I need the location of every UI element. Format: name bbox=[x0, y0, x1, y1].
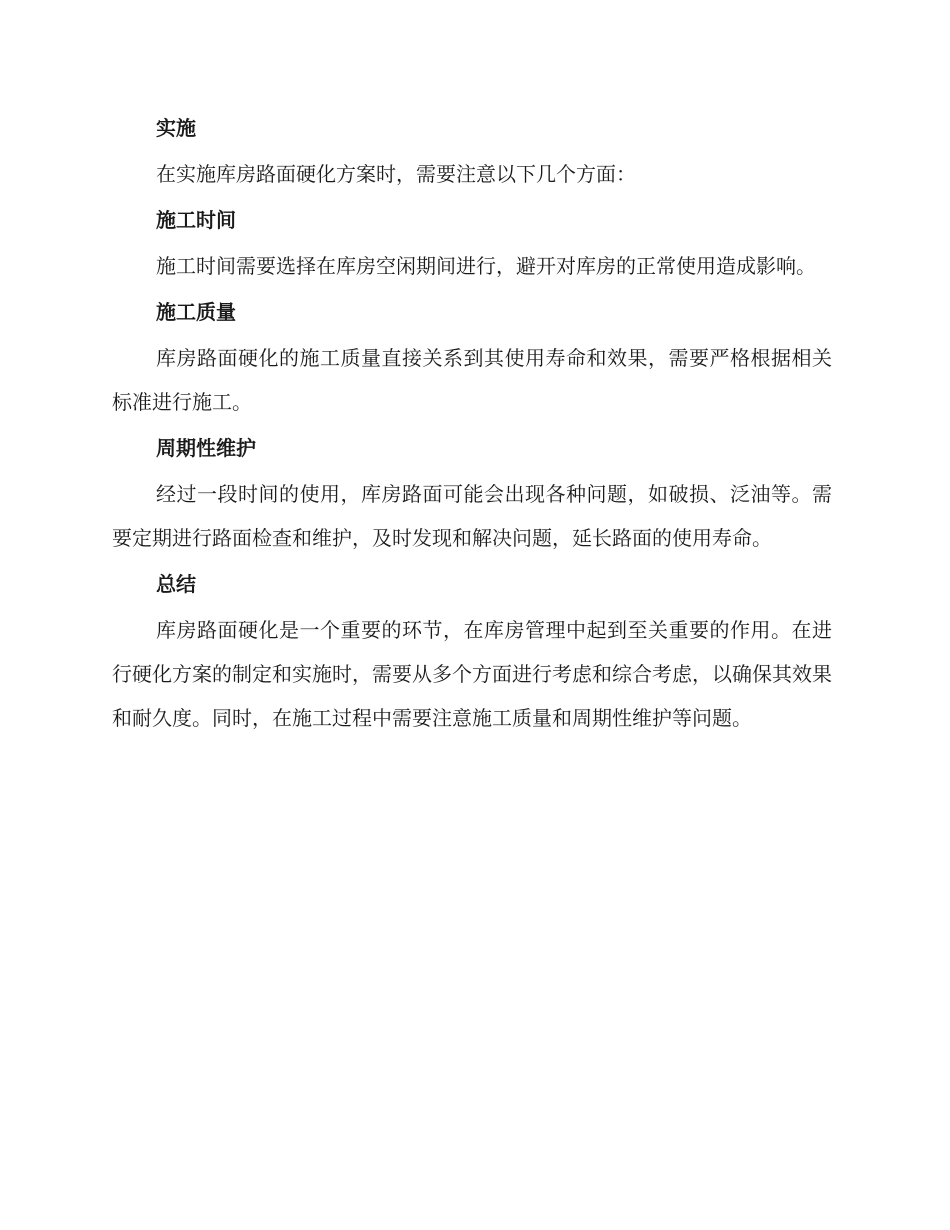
section-paragraph-construction-time: 施工时间需要选择在库房空闲期间进行，避开对库房的正常使用造成影响。 bbox=[156, 254, 816, 278]
section-paragraph-summary: 库房路面硬化是一个重要的环节，在库房管理中起到至关重要的作用。在进行硬化方案的制定和实施时，需要从多个方面进行考虑和综合考虑，以确保其效果和耐久度。同时，在施工过程中需要注意施工质量和周期性维护等问题。 bbox=[112, 618, 832, 730]
section-paragraph-construction-quality: 库房路面硬化的施工质量直接关系到其使用寿命和效果，需要严格根据相关标准进行施工。 bbox=[112, 346, 832, 414]
section-paragraph-periodic-maintenance: 经过一段时间的使用，库房路面可能会出现各种问题，如破损、泛油等。需要定期进行路面检查和维护，及时发现和解决问题，延长路面的使用寿命。 bbox=[112, 482, 832, 550]
section-heading-construction-time: 施工时间 bbox=[156, 208, 236, 232]
section-heading-periodic-maintenance: 周期性维护 bbox=[156, 436, 256, 460]
section-heading-summary: 总结 bbox=[156, 572, 196, 596]
section-heading-construction-quality: 施工质量 bbox=[156, 300, 236, 324]
section-heading-implementation: 实施 bbox=[156, 116, 196, 140]
section-paragraph-implementation: 在实施库房路面硬化方案时，需要注意以下几个方面： bbox=[156, 162, 636, 186]
